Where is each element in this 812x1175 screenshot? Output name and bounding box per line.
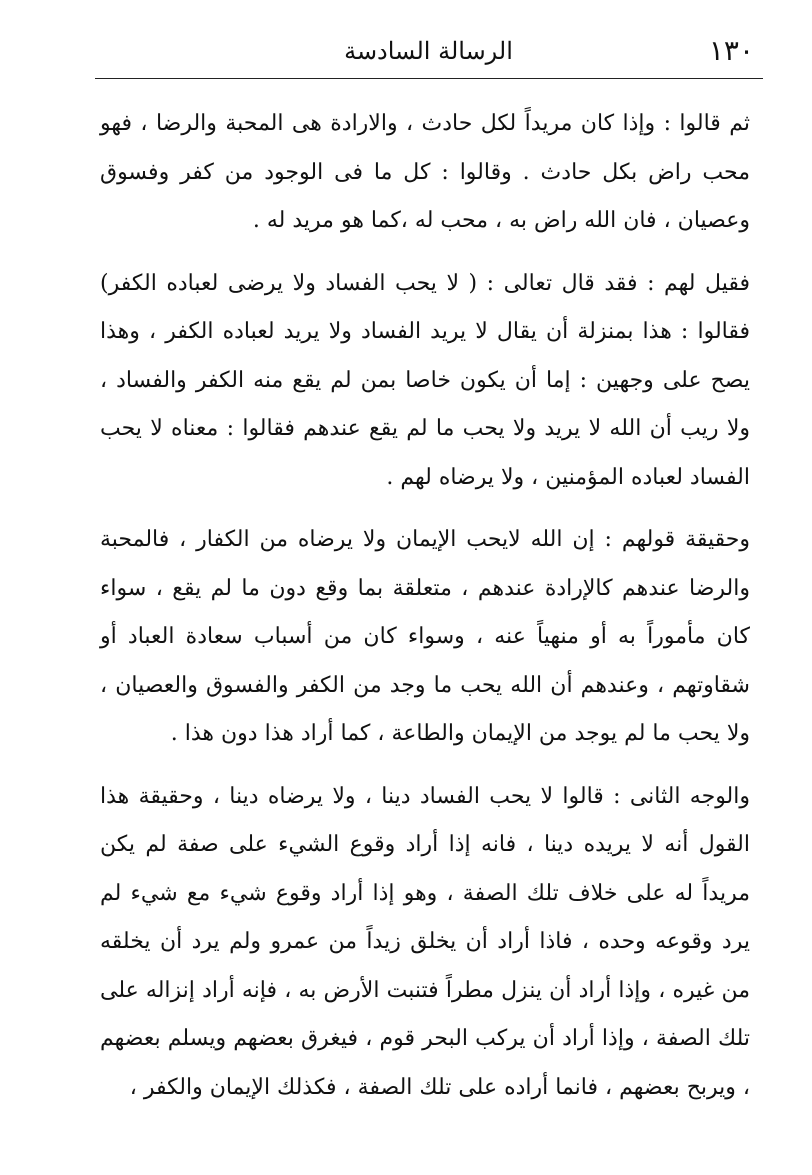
paragraph-1: ثم قالوا : وإذا كان مريداً لكل حادث ، والارادة هى المحبة والرضا ، فهو محب راض بكل حادث . وقالوا : كل ما فى الوجود من كفر وفسوق وعصيان ، فان الله راض به ، محب له ،كما هو مريد له .	[100, 111, 750, 233]
page-number: ١٣٠	[708, 34, 754, 67]
header-rule	[95, 78, 763, 79]
page-header	[95, 30, 762, 76]
running-title: الرسالة السادسة	[344, 37, 513, 65]
paragraph-3: وحقيقة قولهم : إن الله لايحب الإيمان ولا يرضاه من الكفار ، فالمحبة والرضا عندهم كالإرادة عندهم ، متعلقة بما وقع دون ما لم يقع ، سواء كان مأموراً به أو منهياً عنه ، وسواء كان من أسباب سعادة العباد أو شقاوتهم ، وعندهم أن الله يحب ما وجد من الكفر والفسوق والعصيان ، ولا يحب ما لم يوجد من الإيمان والطاعة ، كما أراد هذا دون هذا .	[100, 527, 750, 746]
paragraph-4: والوجه الثانى : قالوا لا يحب الفساد دينا ، ولا يرضاه دينا ، وحقيقة هذا القول أنه لا يريده دينا ، فانه إذا أراد وقوع الشيء على صفة لم يكن مريداً له على خلاف تلك الصفة ، وهو إذا أراد وقوع شيء مع شيء لم يرد وقوعه وحده ، فاذا أراد أن يخلق زيداً من عمرو ولم يرد أن يخلقه من غيره ، وإذا أراد أن ينزل مطراً فتنبت الأرض به ، فإنه أراد إنزاله على تلك الصفة ، وإذا أراد أن يركب البحر قوم ، فيغرق بعضهم ويسلم بعضهم ، ويربح بعضهم ، فانما أراده على تلك الصفة ، فكذلك الإيمان والكفر ،	[100, 783, 750, 1100]
body-text	[100, 100, 750, 1112]
paragraph-2: فقيل لهم : فقد قال تعالى : ( لا يحب الفساد ولا يرضى لعباده الكفر) فقالوا : هذا بمنزلة أن يقال لا يريد الفساد ولا يريد لعباده الكفر ، وهذا يصح على وجهين : إما أن يكون خاصا بمن لم يقع منه الكفر والفساد ، ولا ريب أن الله لا يريد ولا يحب ما لم يقع عندهم فقالوا : معناه لا يحب الفساد لعباده المؤمنين ، ولا يرضاه لهم .	[100, 270, 750, 490]
